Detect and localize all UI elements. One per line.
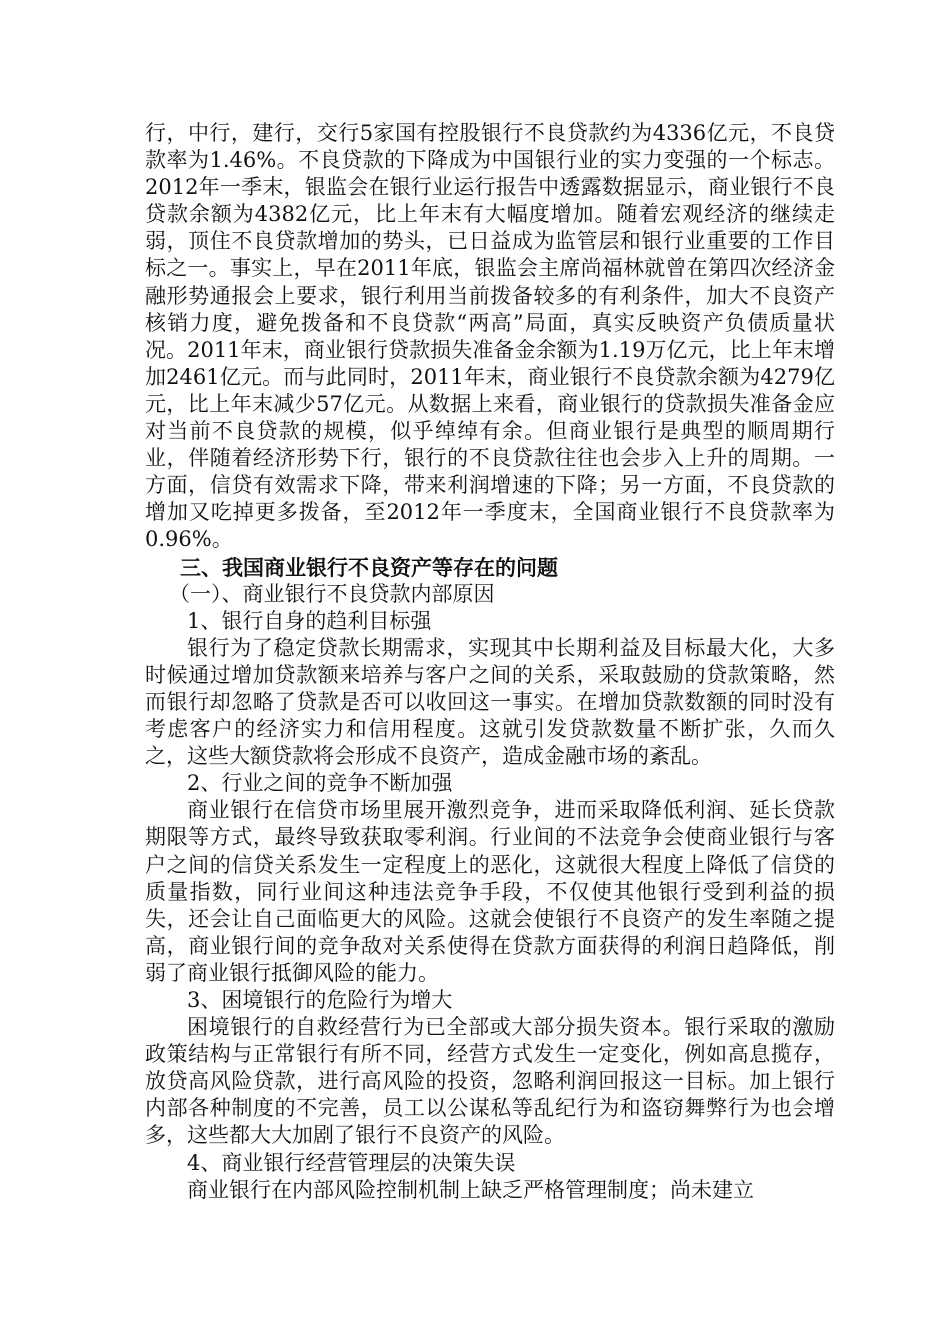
item-4-title: 4、商业银行经营管理层的决策失误 bbox=[187, 1150, 516, 1175]
document-body bbox=[145, 120, 835, 1204]
subsection-heading: （一）、商业银行不良贷款内部原因 bbox=[169, 581, 495, 606]
item-1-body: 银行为了稳定贷款长期需求，实现其中长期利益及目标最大化，大多时候通过增加贷款额来培养与客户之间的关系，采取鼓励的贷款策略，然而银行却忽略了贷款是否可以收回这一事实。在增加贷款数额的同时没有考虑客户的经济实力和信用程度。这就引发贷款数量不断扩张，久而久之，这些大额贷款将会形成不良资产，造成金融市场的紊乱。 bbox=[145, 635, 835, 769]
item-3-body: 困境银行的自救经营行为已全部或大部分损失资本。银行采取的激励政策结构与正常银行有所不同，经营方式发生一定变化，例如高息揽存，放贷高风险贷款，进行高风险的投资，忽略利润回报这一目标。加上银行内部各种制度的不完善，员工以公谋私等乱纪行为和盗窃舞弊行为也会增多，这些都大大加剧了银行不良资产的风险。 bbox=[145, 1015, 835, 1148]
item-2-title: 2、行业之间的竞争不断加强 bbox=[187, 771, 453, 796]
item-4-body: 商业银行在内部风险控制机制上缺乏严格管理制度；尚未建立 bbox=[187, 1177, 754, 1202]
opening-paragraph: 行，中行，建行，交行5家国有控股银行不良贷款约为4336亿元，不良贷款率为1.46%。不良贷款的下降成为中国银行业的实力变强的一个标志。2012年一季末，银监会在银行业运行报告中透露数据显示，商业银行不良贷款余额为4382亿元，比上年末有大幅度增加。随着宏观经济的继续走弱，顶住不良贷款增加的势头，已日益成为监管层和银行业重要的工作目标之一。事实上，早在2011年底，银监会主席尚福林就曾在第四次经济金融形势通报会上要求，银行利用当前拨备较多的有利条件，加大不良资产核销力度，避免拨备和不良贷款“两高”局面，真实反映资产负债质量状况。2011年末，商业银行贷款损失准备金余额为1.19万亿元，比上年末增加2461亿元。而与此同时，2011年末，商业银行不良贷款余额为4279亿元，比上年末减少57亿元。从数据上来看，商业银行的贷款损失准备金应对当前不良贷款的规模，似乎绰绰有余。但商业银行是典型的顺周期行业，伴随着经济形势下行，银行的不良贷款往往也会步入上升的周期。一方面，信贷有效需求下降，带来利润增速的下降；另一方面，不良贷款的增加又吃掉更多拨备，至2012年一季度末，全国商业银行不良贷款率为0.96%。 bbox=[145, 121, 835, 552]
section-heading: 三、我国商业银行不良资产等存在的问题 bbox=[180, 554, 558, 580]
item-3-title: 3、困境银行的危险行为增大 bbox=[187, 988, 453, 1012]
item-2-body: 商业银行在信贷市场里展开激烈竞争，进而采取降低利润、延长贷款期限等方式，最终导致获取零利润。行业间的不法竞争会使商业银行与客户之间的信贷关系发生一定程度上的恶化，这就很大程度上降低了信贷的质量指数，同行业间这种违法竞争手段，不仅使其他银行受到利益的损失，还会让自己面临更大的风险。这就会使银行不良资产的发生率随之提高，商业银行间的竞争敌对关系使得在贷款方面获得的利润日趋降低，削弱了商业银行抵御风险的能力。 bbox=[145, 798, 835, 985]
item-1-title: 1、银行自身的趋利目标强 bbox=[187, 608, 432, 633]
